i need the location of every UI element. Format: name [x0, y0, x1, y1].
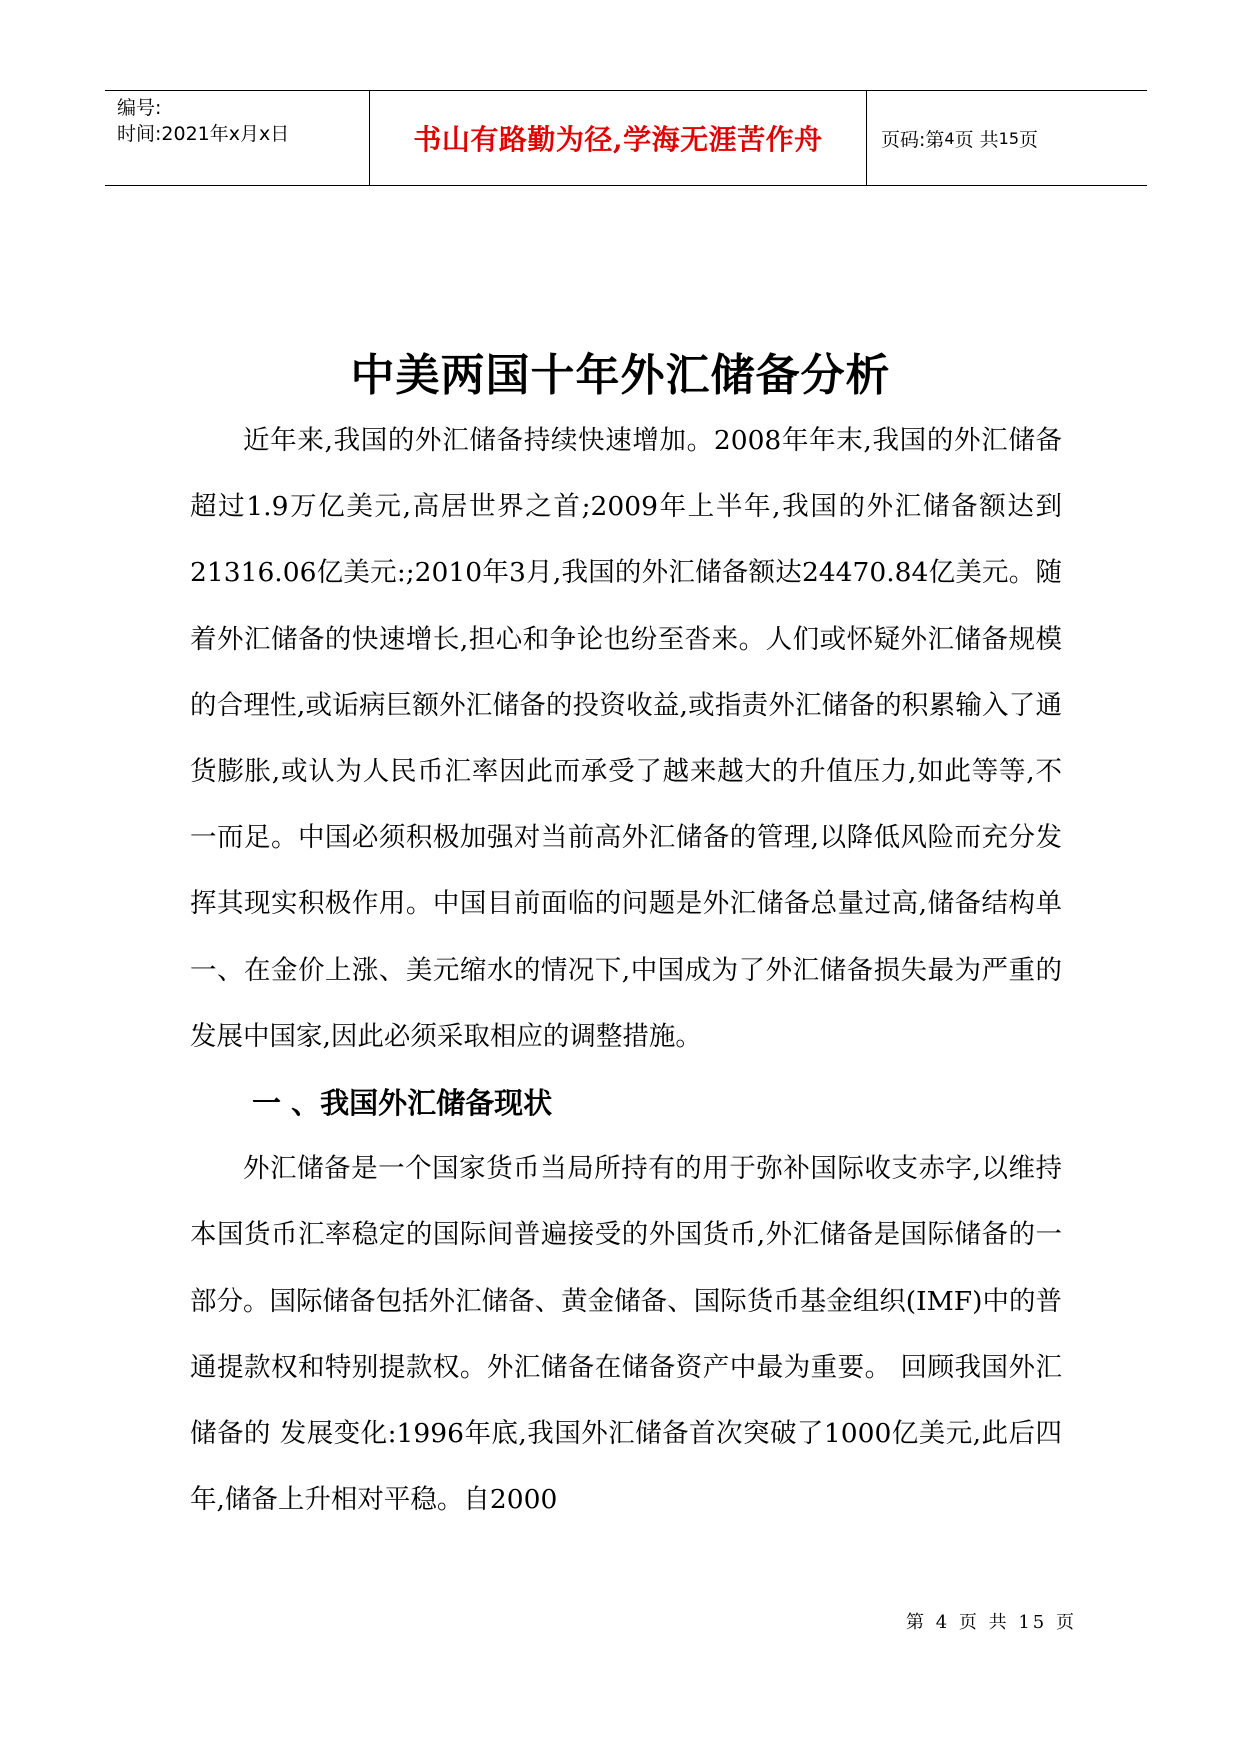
header-page-code [867, 91, 1147, 185]
section-paragraph: 外汇储备是一个国家货币当局所持有的用于弥补国际收支赤字,以维持本国货币汇率稳定的国际间普遍接受的外国货币,外汇储备是国际储备的一部分。国际储备包括外汇储备、黄金储备、国际货币基金组织(IMF)中的普通提款权和特别提款权。外汇储备在储备资产中最为重要。 回顾我国外汇储备的 发展变化:1996年底,我国外汇储备首次突破了1000亿美元,此后四年,储备上升相对平稳。自2000 [190, 1153, 1062, 1516]
page-total-number: 15 [998, 128, 1019, 148]
page-code-suffix: 页 [1019, 128, 1039, 151]
section-heading: 一 、我国外汇储备现状 [252, 1086, 553, 1121]
number-label: 编号: [117, 97, 162, 119]
page-footer: 第 4 页 共 15 页 [906, 1612, 1077, 1633]
document-title: 中美两国十年外汇储备分析 [350, 350, 891, 401]
header-motto: 书山有路勤为径,学海无涯苦作舟 [370, 91, 867, 185]
header-info-cell [105, 91, 370, 185]
page-header [105, 90, 1147, 186]
page-code-prefix: 页码:第 [881, 128, 945, 151]
intro-paragraph: 近年来,我国的外汇储备持续快速增加。2008年年末,我国的外汇储备超过1.9万亿美元,高居世界之首;2009年上半年,我国的外汇储备额达到21316.06亿美元:;2010年3月,我国的外汇储备额达24470.84亿美元。随着外汇储备的快速增长,担心和争论也纷至沓来。人们或怀疑外汇储备规模的合理性,或诟病巨额外汇储备的投资收益,或指责外汇储备的积累输入了通货膨胀,或认为人民币汇率因此而承受了越来越大的升值压力,如此等等,不一而足。中国必须积极加强对当前高外汇储备的管理,以降低风险而充分发挥其现实积极作用。中国目前面临的问题是外汇储备总量过高,储备结构单一、在金价上涨、美元缩水的情况下,中国成为了外汇储备损失最为严重的发展中国家,因此必须采取相应的调整措施。 [190, 425, 1062, 1052]
page-current-number: 4 [944, 128, 955, 148]
document-body [190, 408, 1062, 1533]
page-code-mid: 页 共 [954, 128, 999, 151]
time-label: 时间:2021年x月x日 [117, 123, 290, 145]
